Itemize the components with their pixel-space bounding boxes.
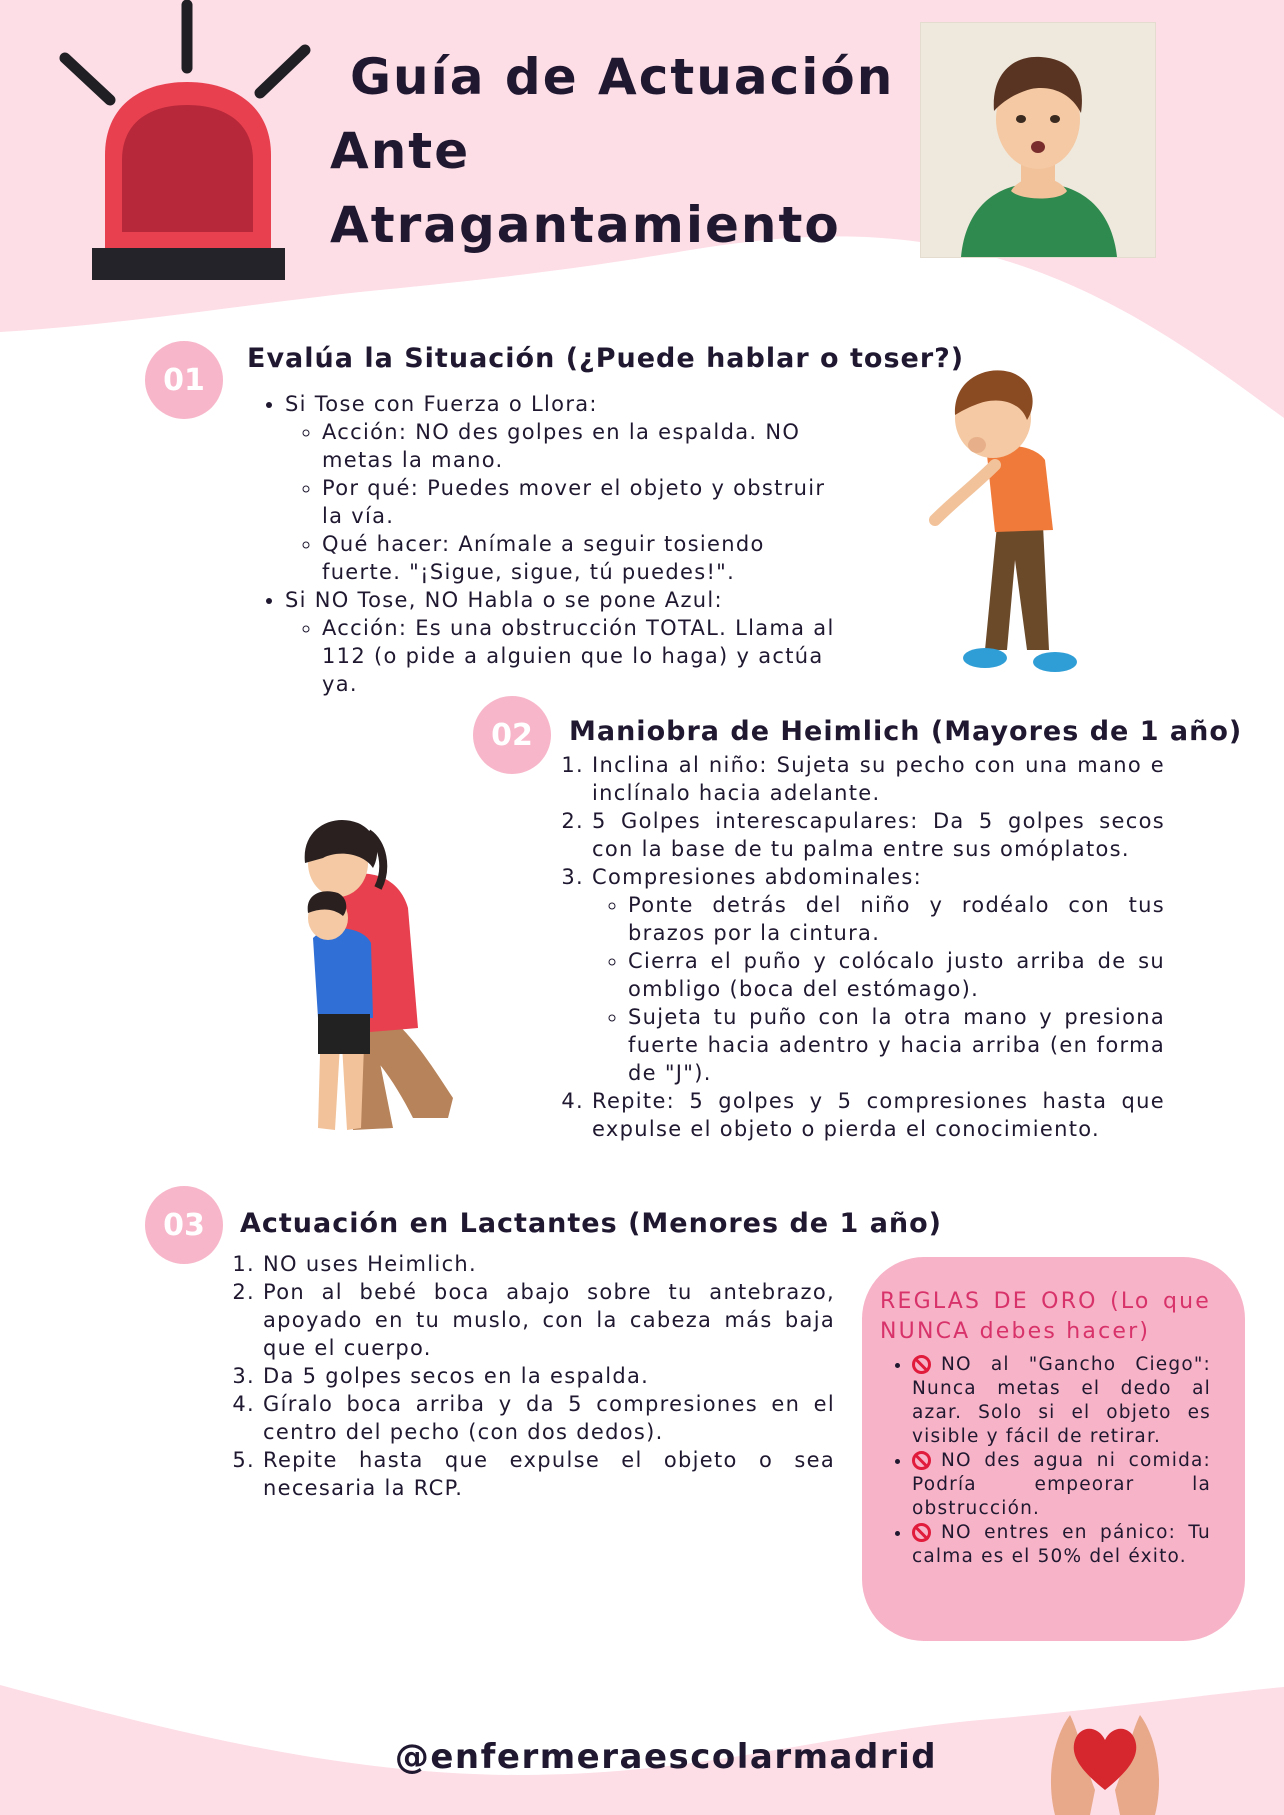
section-title: Evalúa la Situación (¿Puede hablar o toser?)	[247, 343, 965, 374]
section-title: Actuación en Lactantes (Menores de 1 año)	[240, 1208, 943, 1239]
section-number-badge: 03	[145, 1186, 223, 1264]
prohibited-icon	[912, 1451, 931, 1470]
heart-hands-icon	[1040, 1695, 1170, 1815]
section-title: Maniobra de Heimlich (Mayores de 1 año)	[569, 716, 1243, 747]
rule-item	[912, 1353, 1211, 1449]
rule-item	[912, 1449, 1211, 1521]
title-line-2: Ante	[330, 122, 471, 180]
title-line-1: Guía de Actuación	[350, 48, 895, 106]
coughing-child-illustration	[915, 360, 1095, 675]
prohibited-icon	[912, 1355, 931, 1374]
list-item: 2. 5 Golpes interescapulares: Da 5 golpes secos con la base de tu palma entre sus omóplatos.	[592, 807, 1165, 863]
step-label: Compresiones abdominales:	[592, 865, 922, 889]
section-3-list	[235, 1250, 835, 1502]
list-item: ◦ Qué hacer: Anímale a seguir tosiendo fuerte. "¡Sigue, sigue, tú puedes!".	[322, 530, 845, 586]
rules-title: REGLAS DE ORO (Lo que NUNCA debes hacer)	[880, 1289, 1211, 1344]
list-item: ◦ Acción: NO des golpes en la espalda. NO metas la mano.	[322, 418, 845, 474]
list-item: 5. Repite hasta que expulse el objeto o sea necesaria la RCP.	[263, 1446, 835, 1502]
rule-text: NO entres en pánico: Tu calma es el 50% del éxito.	[912, 1522, 1211, 1567]
list-item: ◦ Por qué: Puedes mover el objeto y obstruir la vía.	[322, 474, 845, 530]
list-item: 3. Da 5 golpes secos en la espalda.	[263, 1362, 835, 1390]
list-item: ◦ Acción: Es una obstrucción TOTAL. Llama al 112 (o pide a alguien que lo haga) y actúa ya.	[322, 614, 845, 698]
condition-label: Si Tose con Fuerza o Llora:	[285, 392, 598, 416]
list-item: ◦ Cierra el puño y colócalo justo arriba de su ombligo (boca del estómago).	[628, 947, 1165, 1003]
section-1-list	[255, 390, 845, 698]
list-item: 4. Gíralo boca arriba y da 5 compresiones en el centro del pecho (con dos dedos).	[263, 1390, 835, 1446]
list-item: 1. NO uses Heimlich.	[263, 1250, 835, 1278]
prohibited-icon	[912, 1523, 931, 1542]
section-number-badge: 02	[473, 696, 551, 774]
list-item	[592, 863, 1165, 1087]
list-item	[285, 586, 845, 698]
condition-label: Si NO Tose, NO Habla o se pone Azul:	[285, 588, 723, 612]
list-item: 4. Repite: 5 golpes y 5 compresiones hasta que expulse el objeto o pierda el conocimiento.	[592, 1087, 1165, 1143]
heimlich-maneuver-illustration	[283, 818, 478, 1148]
page-title	[330, 40, 894, 262]
title-line-3: Atragantamiento	[330, 196, 841, 254]
list-item: 1. Inclina al niño: Sujeta su pecho con una mano e inclínalo hacia adelante.	[592, 751, 1165, 807]
section-number-badge: 01	[145, 341, 223, 419]
rule-text: NO al "Gancho Ciego": Nunca metas el dedo al azar. Solo si el objeto es visible y fácil de retirar.	[912, 1354, 1211, 1447]
rule-text: NO des agua ni comida: Podría empeorar la obstrucción.	[912, 1450, 1211, 1519]
section-2-list	[565, 751, 1165, 1143]
social-handle: @enfermeraescolarmadrid	[394, 1737, 938, 1777]
list-item	[285, 390, 845, 586]
rule-item	[912, 1521, 1211, 1569]
list-item: ◦ Sujeta tu puño con la otra mano y presiona fuerte hacia adentro y hacia arriba (en forma de "J").	[628, 1003, 1165, 1087]
golden-rules-box	[862, 1257, 1245, 1641]
list-item: ◦ Ponte detrás del niño y rodéalo con tus brazos por la cintura.	[628, 891, 1165, 947]
choking-child-illustration	[920, 22, 1156, 258]
list-item: 2. Pon al bebé boca abajo sobre tu antebrazo, apoyado en tu muslo, con la cabeza más baja que el cuerpo.	[263, 1278, 835, 1362]
alarm-light-icon	[55, 0, 315, 285]
